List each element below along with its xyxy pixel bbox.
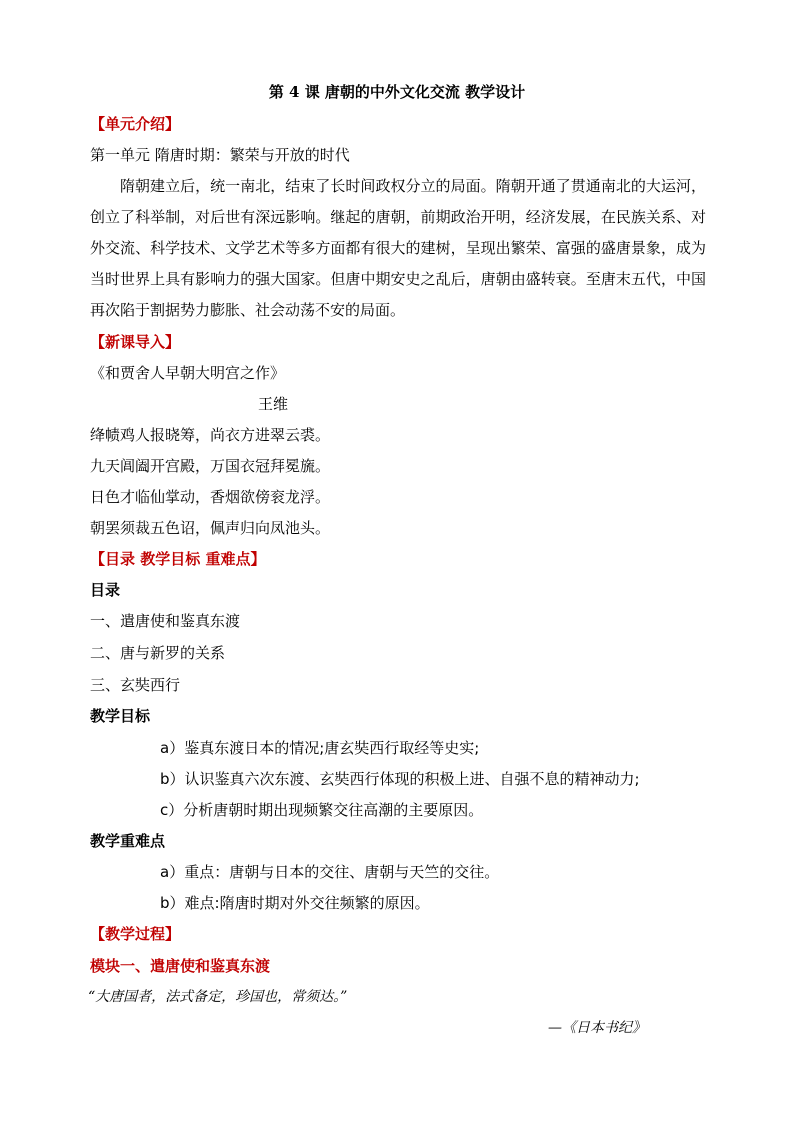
module-heading: 模块一、遣唐使和鉴真东渡 <box>90 957 271 975</box>
section-header-unit-intro: 【单元介绍】 <box>90 115 181 133</box>
goal-item: a）鉴真东渡日本的情况;唐玄奘西行取经等史实; <box>160 739 480 757</box>
quote-text: “大唐国者，法式备定，珍国也，常须达。” <box>88 989 348 1005</box>
toc-item: 一、遣唐使和鉴真东渡 <box>90 612 241 630</box>
unit-paragraph: 隋朝建立后，统一南北，结束了长时间政权分立的局面。隋朝开通了贯通南北的大运河，创立了科举制，对后世有深远影响。继起的唐朝，前期政治开明，经济发展，在民族关系、对外交流、科学技术、文学艺术等多方面都有很大的建树，呈现出繁荣、富强的盛唐景象，成为当时世界上具有影响力的强大国家。但唐中期安史之乱后，唐朝由盛转衰。至唐末五代，中国再次陷于割据势力膨胀、社会动荡不安的局面。 <box>90 177 706 319</box>
quote-source: —《日本书纪》 <box>548 1020 646 1036</box>
toc-item: 三、玄奘西行 <box>90 676 181 694</box>
goal-item: b）认识鉴真六次东渡、玄奘西行体现的积极上进、自强不息的精神动力; <box>160 770 640 788</box>
unit-line: 第一单元 隋唐时期：繁荣与开放的时代 <box>90 146 350 164</box>
section-header-new-lesson: 【新课导入】 <box>90 333 181 351</box>
toc-label: 目录 <box>90 581 121 599</box>
section-header-toc: 【目录 教学目标 重难点】 <box>90 550 266 568</box>
poem-line: 朝罢须裁五色诏，佩声归向凤池头。 <box>90 519 331 537</box>
goal-item: c）分析唐朝时期出现频繁交往高潮的主要原因。 <box>160 801 484 819</box>
toc-item: 二、唐与新罗的关系 <box>90 644 226 662</box>
goals-label: 教学目标 <box>90 707 151 725</box>
key-point-item: a）重点：唐朝与日本的交往、唐朝与天竺的交往。 <box>160 863 500 881</box>
poem-line: 日色才临仙掌动，香烟欲傍衮龙浮。 <box>90 488 331 506</box>
poem-line: 绛帻鸡人报晓筹，尚衣方进翠云裘。 <box>90 426 331 444</box>
poem-title: 《和贾舍人早朝大明宫之作》 <box>90 364 286 382</box>
key-points-label: 教学重难点 <box>90 832 166 850</box>
key-point-item: b）难点:隋唐时期对外交往频繁的原因。 <box>160 894 430 912</box>
poem-line: 九天阊阖开宫殿，万国衣冠拜冕旒。 <box>90 457 331 475</box>
poem-author: 王维 <box>258 395 289 413</box>
section-header-process: 【教学过程】 <box>90 925 181 943</box>
document-title: 第 4 课 唐朝的中外文化交流 教学设计 <box>268 83 526 101</box>
